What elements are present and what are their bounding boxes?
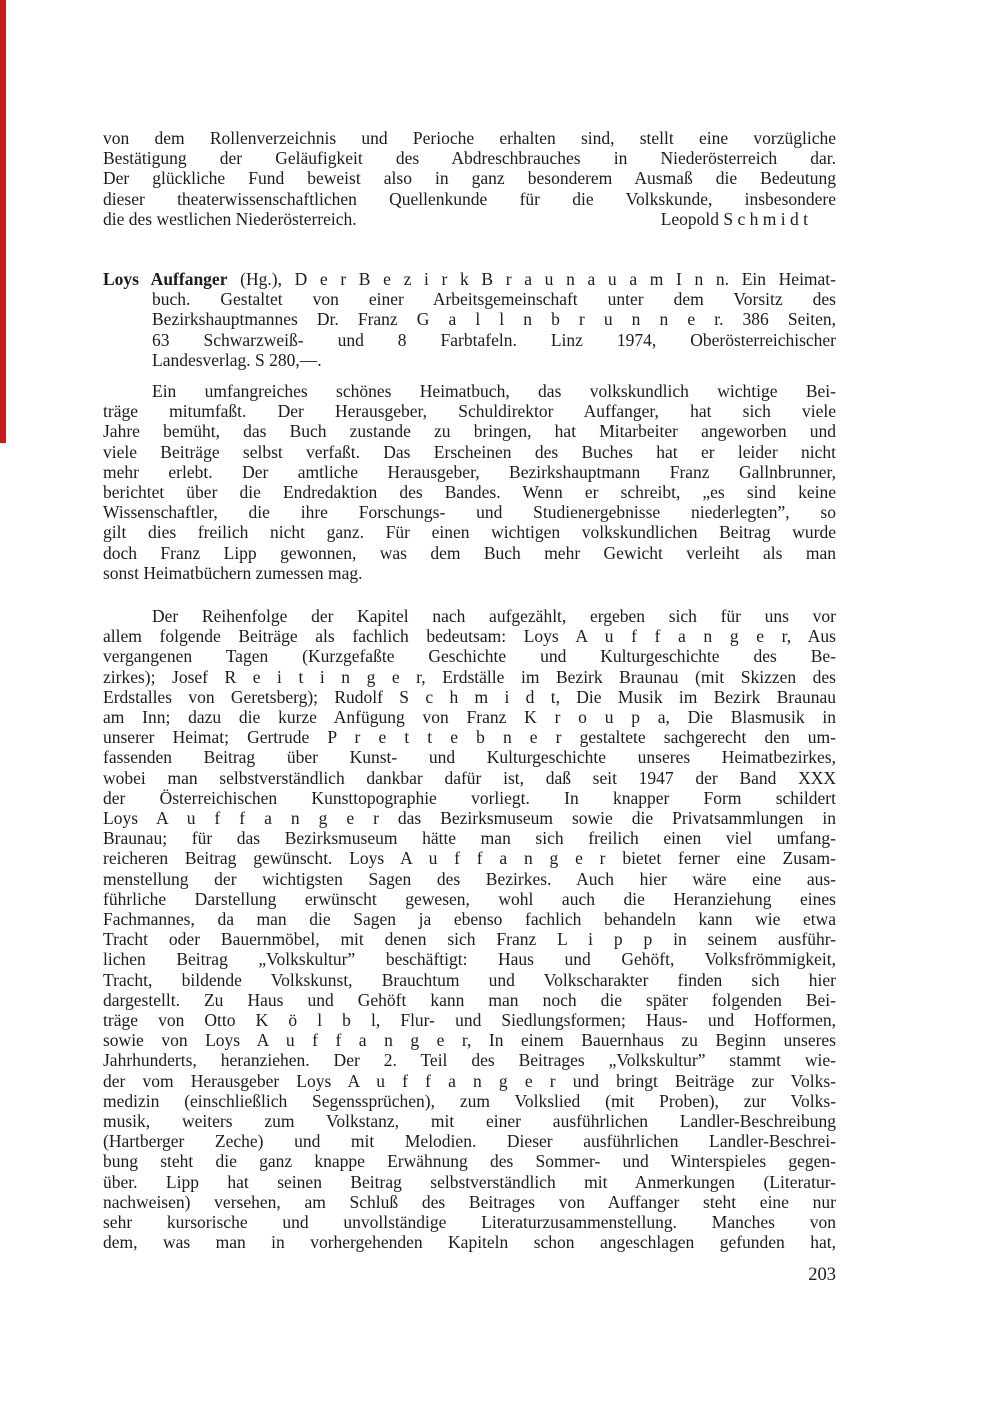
text-line: Erdstalles von Geretsberg); Rudolf S c h m i d t, Die Musik im Bezirk Braunau xyxy=(103,686,836,707)
bibliography-continuation-lines xyxy=(152,289,836,370)
text-line: der vom Herausgeber Loys A u f f a n g e r und bringt Beiträge zur Volks- xyxy=(103,1070,836,1091)
text-line: Bestätigung der Geläufigkeit des Abdreschbrauches in Niederösterreich dar. xyxy=(103,148,836,169)
bibliographic-entry xyxy=(103,269,836,370)
text-line: Der glückliche Fund beweist also in ganz besonderem Ausmaß die Bedeutung xyxy=(103,168,836,189)
text-line: über. Lipp hat seinen Beitrag selbstverständlich mit Anmerkungen (Literatur- xyxy=(103,1171,836,1192)
text-line: Jahrhunderts, heranziehen. Der 2. Teil des Beitrages „Volkskultur” stammt wie- xyxy=(103,1050,836,1071)
paragraph-lines xyxy=(103,128,836,209)
text-line: Tracht, bildende Volkskunst, Brauchtum und Volkscharakter finden sich hier xyxy=(103,969,836,990)
text-line: dem, was man in vorhergehenden Kapiteln schon angeschlagen gefunden hat, xyxy=(103,1232,836,1253)
text-line: lichen Beitrag „Volkskultur” beschäftigt: Haus und Gehöft, Volksfrömmigkeit, xyxy=(103,949,836,970)
text-line: nachweisen) versehen, am Schluß des Beitrages von Auffanger steht eine nur xyxy=(103,1191,836,1212)
text-line: bung steht die ganz knappe Erwähnung des Sommer- und Winterspieles gegen- xyxy=(103,1151,836,1172)
text-line: wobei man selbstverständlich dankbar dafür ist, daß seit 1947 der Band XXX xyxy=(103,767,836,788)
text-line: allem folgende Beiträge als fachlich bedeutsam: Loys A u f f a n g e r, Aus xyxy=(103,626,836,647)
reviewer-signature: Leopold S c h m i d t xyxy=(660,208,808,229)
last-line-text: die des westlichen Niederösterreich. xyxy=(103,208,357,229)
text-line: (Hartberger Zeche) und mit Melodien. Dieser ausführlichen Landler-Beschrei- xyxy=(103,1131,836,1152)
review-paragraph-2 xyxy=(103,606,836,1253)
page-number: 203 xyxy=(808,1265,836,1285)
text-line: der Österreichischen Kunsttopographie vorliegt. In knapper Form schildert xyxy=(103,787,836,808)
text-line: doch Franz Lipp gewonnen, was dem Buch mehr Gewicht verleiht als man xyxy=(103,542,836,563)
text-line: sonst Heimatbüchern zumessen mag. xyxy=(103,562,363,583)
text-line: von dem Rollenverzeichnis und Perioche erhalten sind, stellt eine vorzügliche xyxy=(103,128,836,148)
red-margin-bar xyxy=(0,0,6,443)
text-line: am Inn; dazu die kurze Anfügung von Franz K r o u p a, Die Blasmusik in xyxy=(103,707,836,728)
book-editor-name: Loys Auffanger xyxy=(103,269,228,289)
signature-line xyxy=(103,209,836,229)
text-line: Wissenschaftler, die ihre Forschungs- und Studienergebnisse niederlegten”, so xyxy=(103,502,836,523)
text-line: musik, weiters zum Volkstanz, mit einer ausführlichen Landler-Beschreibung xyxy=(103,1111,836,1132)
text-line: viele Beiträge selbst verfaßt. Das Erscheinen des Buches hat er leider nicht xyxy=(103,441,836,462)
text-line: Braunau; für das Bezirksmuseum hätte man sich freilich einen viel umfang- xyxy=(103,828,836,849)
text-line: vergangenen Tagen (Kurzgefaßte Geschichte und Kulturgeschichte des Be- xyxy=(103,646,836,667)
text-line: buch. Gestaltet von einer Arbeitsgemeinschaft unter dem Vorsitz des xyxy=(152,289,836,310)
text-line: Loys A u f f a n g e r das Bezirksmuseum sowie die Privatsammlungen in xyxy=(103,808,836,829)
text-line: gilt dies freilich nicht ganz. Für einen wichtigen volkskundlichen Beitrag wurde xyxy=(103,522,836,543)
text-line: zirkes); Josef R e i t i n g e r, Erdställe im Bezirk Braunau (mit Skizzen des xyxy=(103,666,836,687)
text-line: Jahre bemüht, das Buch zustande zu bringen, hat Mitarbeiter angeworben und xyxy=(103,421,836,442)
text-line: mehr erlebt. Der amtliche Herausgeber, Bezirkshauptmann Franz Gallnbrunner, xyxy=(103,461,836,482)
text-line: dargestellt. Zu Haus und Gehöft kann man noch die später folgenden Bei- xyxy=(103,989,836,1010)
text-line: sehr kursorische und unvollständige Literaturzusammenstellung. Manches von xyxy=(103,1212,836,1233)
previous-review-ending-paragraph xyxy=(103,128,836,229)
text-line: medizin (einschließlich Segenssprüchen), zum Volkslied (mit Proben), zur Volks- xyxy=(103,1090,836,1111)
text-line: Tracht oder Bauernmöbel, mit denen sich Franz L i p p in seinem ausführ- xyxy=(103,929,836,950)
review-paragraph-1 xyxy=(103,381,836,583)
book-title-and-details: (Hg.), D e r B e z i r k B r a u n a u a m I n n. Ein Heimat- xyxy=(227,269,837,289)
text-line: Ein umfangreiches schönes Heimatbuch, das volkskundlich wichtige Bei- xyxy=(152,381,836,401)
text-line: reicheren Beitrag gewünscht. Loys A u f f a n g e r bietet ferner eine Zusam- xyxy=(103,848,836,869)
text-line: 63 Schwarzweiß- und 8 Farbtafeln. Linz 1974, Oberösterreichischer xyxy=(152,329,836,350)
text-line: menstellung der wichtigsten Sagen des Bezirkes. Auch hier wäre eine aus- xyxy=(103,868,836,889)
text-line: Landesverlag. S 280,—. xyxy=(152,349,322,370)
text-line: führliche Darstellung erwünscht gewesen, wohl auch die Heranziehung eines xyxy=(103,888,836,909)
text-line: Der Reihenfolge der Kapitel nach aufgezählt, ergeben sich für uns vor xyxy=(152,606,836,626)
text-line: unserer Heimat; Gertrude P r e t t e b n e r gestaltete sachgerecht den um- xyxy=(103,727,836,748)
text-line: Fachmannes, da man die Sagen ja ebenso fachlich behandeln kann wie etwa xyxy=(103,909,836,930)
text-line: fassenden Beitrag über Kunst- und Kulturgeschichte unseres Heimatbezirkes, xyxy=(103,747,836,768)
text-line: sowie von Loys A u f f a n g e r, In einem Bauernhaus zu Beginn unseres xyxy=(103,1030,836,1051)
text-line: träge von Otto K ö l b l, Flur- und Siedlungsformen; Haus- und Hofformen, xyxy=(103,1010,836,1031)
text-line: dieser theaterwissenschaftlichen Quellenkunde für die Volkskunde, insbesondere xyxy=(103,188,836,209)
text-line: berichtet über die Endredaktion des Bandes. Wenn er schreibt, „es sind keine xyxy=(103,482,836,503)
text-line: träge mitumfaßt. Der Herausgeber, Schuldirektor Auffanger, hat sich viele xyxy=(103,401,836,422)
text-line: Bezirkshauptmannes Dr. Franz G a l l n b r u n n e r. 386 Seiten, xyxy=(152,309,836,330)
bibliography-first-line xyxy=(103,269,836,289)
